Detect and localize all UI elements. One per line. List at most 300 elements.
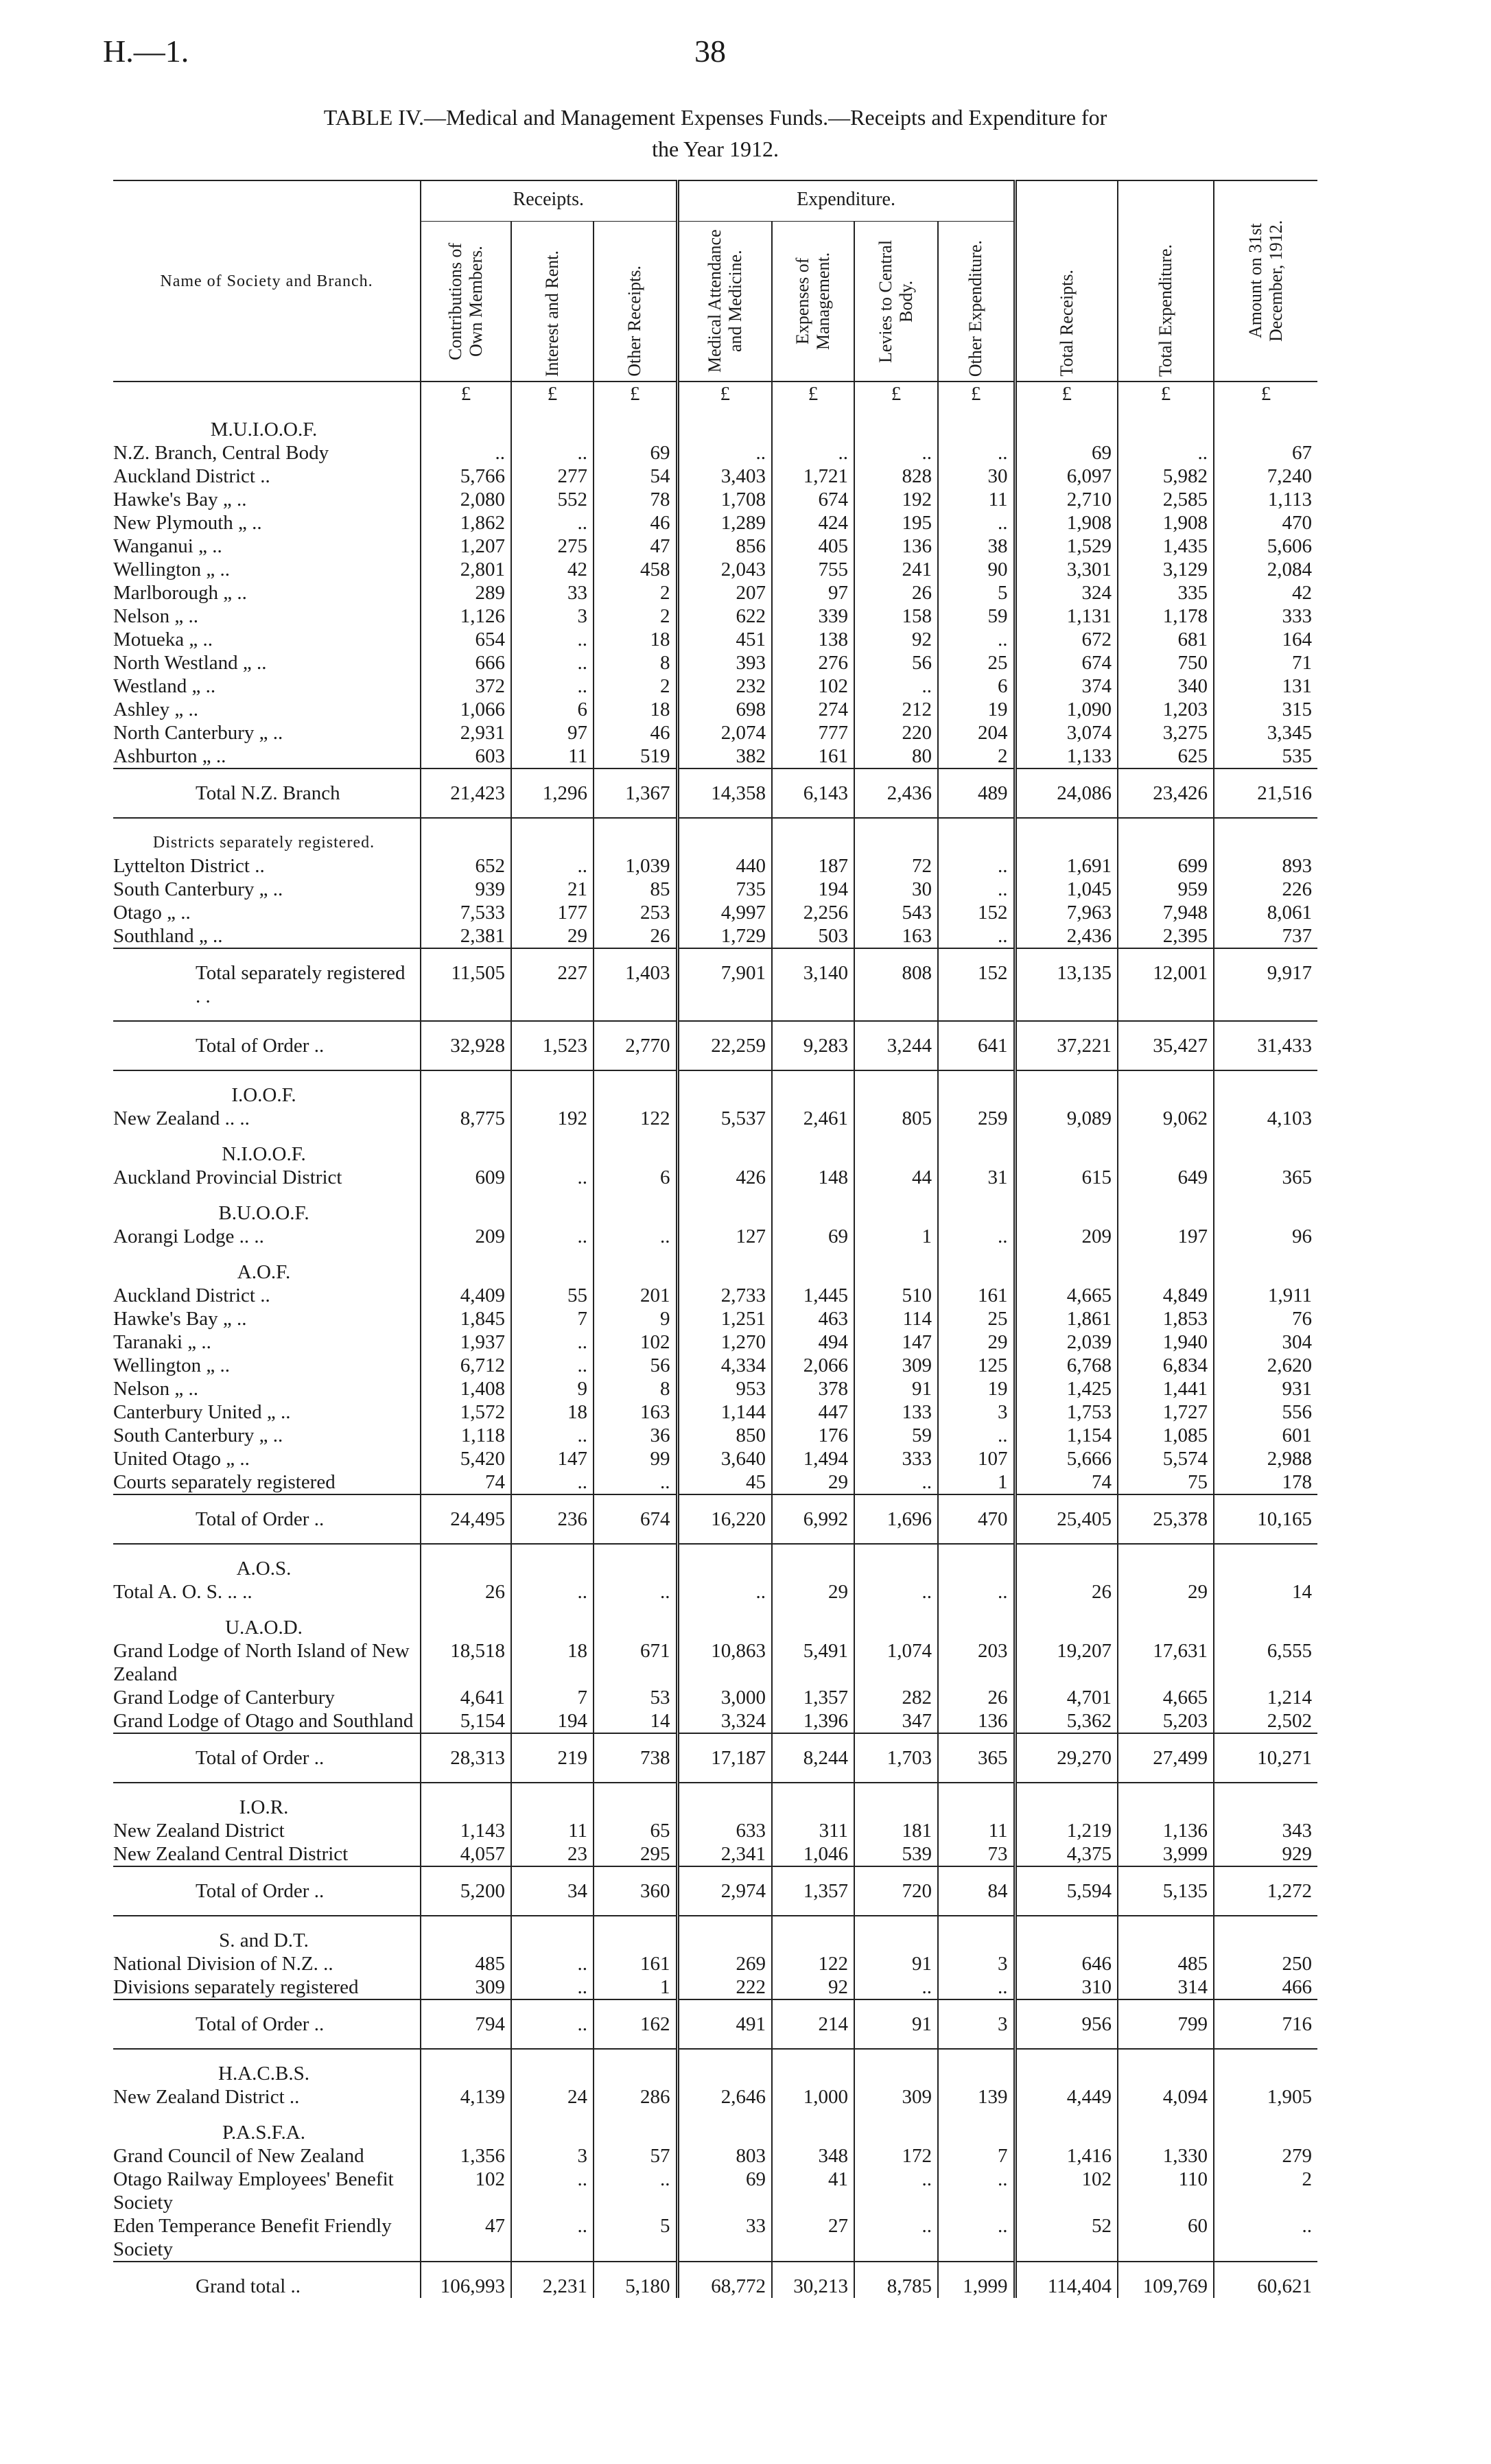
unit-cell: £ [594, 382, 677, 406]
table-body [113, 382, 1317, 2298]
value-cell: 1,289 [677, 511, 772, 535]
row-label: Ashley „ .. [113, 699, 199, 720]
value-cell: 1 [854, 1225, 938, 1248]
value-cell: 1,523 [511, 1021, 594, 1070]
value-cell: .. [1118, 441, 1214, 465]
value-cell: 110 [1118, 2168, 1214, 2214]
value-cell: .. [854, 1975, 938, 1999]
unit-cell: £ [1015, 382, 1118, 406]
value-cell: 7,963 [1015, 901, 1118, 924]
unit-cell: £ [938, 382, 1015, 406]
value-cell: 163 [594, 1400, 677, 1424]
value-cell: 5,574 [1118, 1447, 1214, 1470]
value-cell: 127 [677, 1225, 772, 1248]
value-cell: 777 [772, 721, 854, 744]
value-cell: 5,537 [677, 1107, 772, 1130]
column-header-name: Name of Society and Branch. [113, 180, 421, 382]
value-cell: 187 [772, 854, 854, 878]
row-label: Eden Temperance Benefit Friendly Society [113, 2215, 392, 2260]
row-label: Marlborough „ .. [113, 582, 247, 604]
value-cell: 53 [594, 1686, 677, 1709]
value-cell: 279 [1214, 2144, 1317, 2168]
value-cell: 67 [1214, 441, 1317, 465]
section-heading: N.I.O.O.F. [222, 1143, 306, 1165]
value-cell: 14 [594, 1709, 677, 1733]
value-cell: 3 [511, 605, 594, 628]
value-cell: 6,143 [772, 768, 854, 818]
section-heading: U.A.O.D. [225, 1617, 303, 1639]
row-label: Westland „ .. [113, 675, 216, 697]
total-row [113, 1999, 1317, 2049]
value-cell: 295 [594, 1842, 677, 1866]
value-cell: 38 [938, 535, 1015, 558]
value-cell: 2,585 [1118, 488, 1214, 511]
value-cell: 641 [938, 1021, 1015, 1070]
row-label: New Zealand Central District [113, 1843, 349, 1865]
value-cell: 1,908 [1015, 511, 1118, 535]
value-cell: 42 [511, 558, 594, 581]
value-cell: 622 [677, 605, 772, 628]
value-cell: 1,727 [1118, 1400, 1214, 1424]
table-row [113, 441, 1317, 465]
value-cell: 2,502 [1214, 1709, 1317, 1733]
value-cell: .. [594, 2168, 677, 2214]
value-cell: 309 [854, 1354, 938, 1377]
value-cell: 76 [1214, 1307, 1317, 1330]
value-cell: 1,905 [1214, 2085, 1317, 2109]
value-cell: 6 [511, 698, 594, 721]
value-cell: 91 [854, 1377, 938, 1400]
value-cell: .. [421, 441, 511, 465]
value-cell: 30 [938, 465, 1015, 488]
value-cell: 1,940 [1118, 1330, 1214, 1354]
value-cell: 1,144 [677, 1400, 772, 1424]
value-cell: 625 [1118, 744, 1214, 768]
value-cell: 1,408 [421, 1377, 511, 1400]
row-label: Wellington „ .. [113, 1354, 231, 1376]
value-cell: 1,529 [1015, 535, 1118, 558]
value-cell: 1,251 [677, 1307, 772, 1330]
value-cell: .. [938, 854, 1015, 878]
table-row [113, 1307, 1317, 1330]
value-cell: 161 [594, 1952, 677, 1975]
value-cell: 7,533 [421, 901, 511, 924]
grand-total-row [113, 2262, 1317, 2298]
value-cell: 304 [1214, 1330, 1317, 1354]
value-cell: 220 [854, 721, 938, 744]
value-cell: .. [511, 2168, 594, 2214]
value-cell: 59 [854, 1424, 938, 1447]
value-cell: 16,220 [677, 1494, 772, 1544]
report-code: H.—1. [103, 34, 189, 69]
value-cell: 343 [1214, 1819, 1317, 1842]
value-cell: 27,499 [1118, 1733, 1214, 1783]
value-cell: 1,296 [511, 768, 594, 818]
value-cell: 114,404 [1015, 2262, 1118, 2298]
table-row [113, 1639, 1317, 1686]
value-cell: 2,231 [511, 2262, 594, 2298]
value-cell: .. [511, 1330, 594, 1354]
value-cell: 102 [594, 1330, 677, 1354]
value-cell: 1,696 [854, 1494, 938, 1544]
column-header-interest-rent: Interest and Rent. [511, 222, 594, 382]
value-cell: 7,948 [1118, 901, 1214, 924]
table-row [113, 605, 1317, 628]
value-cell: 931 [1214, 1377, 1317, 1400]
value-cell: 56 [594, 1354, 677, 1377]
value-cell: 535 [1214, 744, 1317, 768]
value-cell: 552 [511, 488, 594, 511]
value-cell: 615 [1015, 1166, 1118, 1189]
row-label: National Division of N.Z. .. [113, 1953, 333, 1975]
value-cell: 201 [594, 1284, 677, 1307]
value-cell: 195 [854, 511, 938, 535]
value-cell: 8 [594, 1377, 677, 1400]
value-cell: 2,974 [677, 1866, 772, 1916]
value-cell: 750 [1118, 651, 1214, 674]
column-header-other-receipts: Other Receipts. [594, 222, 677, 382]
value-cell: 440 [677, 854, 772, 878]
value-cell: 4,701 [1015, 1686, 1118, 1709]
value-cell: 23 [511, 1842, 594, 1866]
receipts-group-header: Receipts. [421, 180, 677, 222]
value-cell: 382 [677, 744, 772, 768]
row-label: Total of Order .. [113, 1021, 421, 1070]
value-cell: 212 [854, 698, 938, 721]
row-label: Total of Order .. [113, 1999, 421, 2049]
value-cell: 5,180 [594, 2262, 677, 2298]
table-row [113, 2144, 1317, 2168]
value-cell: 365 [938, 1733, 1015, 1783]
value-cell: 1 [938, 1470, 1015, 1494]
row-label: Divisions separately registered [113, 1976, 359, 1998]
value-cell: 24 [511, 2085, 594, 2109]
value-cell: 543 [854, 901, 938, 924]
value-cell: 1,937 [421, 1330, 511, 1354]
value-cell: 9 [511, 1377, 594, 1400]
value-cell: .. [938, 2168, 1015, 2214]
value-cell: 236 [511, 1494, 594, 1544]
value-cell: 4,449 [1015, 2085, 1118, 2109]
value-cell: 340 [1118, 674, 1214, 698]
value-cell: 4,057 [421, 1842, 511, 1866]
value-cell: 232 [677, 674, 772, 698]
table-row [113, 2168, 1317, 2214]
value-cell: 97 [511, 721, 594, 744]
value-cell: 3,074 [1015, 721, 1118, 744]
value-cell: 458 [594, 558, 677, 581]
value-cell: 2,770 [594, 1021, 677, 1070]
value-cell: 3,129 [1118, 558, 1214, 581]
value-cell: 33 [511, 581, 594, 605]
row-label: Southland „ .. [113, 925, 223, 947]
value-cell: .. [511, 1470, 594, 1494]
value-cell: 32,928 [421, 1021, 511, 1070]
row-label: South Canterbury „ .. [113, 1424, 283, 1446]
value-cell: 1,435 [1118, 535, 1214, 558]
row-label: Nelson „ .. [113, 605, 199, 627]
value-cell: 2,381 [421, 924, 511, 948]
value-cell: 9,917 [1214, 948, 1317, 1021]
total-row [113, 948, 1317, 1021]
row-label: North Westland „ .. [113, 652, 267, 674]
table-row [113, 1975, 1317, 1999]
value-cell: 1,203 [1118, 698, 1214, 721]
value-cell: .. [938, 628, 1015, 651]
value-cell: .. [511, 674, 594, 698]
value-cell: 393 [677, 651, 772, 674]
table-row [113, 488, 1317, 511]
value-cell: .. [511, 1225, 594, 1248]
value-cell: 1,066 [421, 698, 511, 721]
value-cell: 139 [938, 2085, 1015, 2109]
table-row [113, 1107, 1317, 1130]
value-cell: 138 [772, 628, 854, 651]
value-cell: .. [511, 854, 594, 878]
section-heading-row [113, 2049, 1317, 2085]
value-cell: 2,988 [1214, 1447, 1317, 1470]
table-row [113, 1284, 1317, 1307]
value-cell: 259 [938, 1107, 1015, 1130]
value-cell: 324 [1015, 581, 1118, 605]
value-cell: 152 [938, 948, 1015, 1021]
value-cell: 177 [511, 901, 594, 924]
subsection-heading-row [113, 818, 1317, 854]
value-cell: 1,494 [772, 1447, 854, 1470]
value-cell: 7 [938, 2144, 1015, 2168]
value-cell: 8,244 [772, 1733, 854, 1783]
value-cell: 652 [421, 854, 511, 878]
value-cell: 47 [421, 2214, 511, 2262]
row-label: New Zealand .. .. [113, 1107, 250, 1129]
value-cell: 75 [1118, 1470, 1214, 1494]
total-row [113, 1866, 1317, 1916]
row-label: Courts separately registered [113, 1471, 336, 1493]
value-cell: 1,133 [1015, 744, 1118, 768]
value-cell: 674 [1015, 651, 1118, 674]
page-number: 38 [694, 34, 726, 69]
value-cell: 3,275 [1118, 721, 1214, 744]
row-label: Total of Order .. [113, 1494, 421, 1544]
value-cell: 716 [1214, 1999, 1317, 2049]
table-row [113, 1424, 1317, 1447]
value-cell: 276 [772, 651, 854, 674]
value-cell: 609 [421, 1166, 511, 1189]
value-cell: 3,244 [854, 1021, 938, 1070]
row-label: Total separately registered . . [113, 948, 421, 1021]
value-cell: 71 [1214, 651, 1317, 674]
value-cell: 2,436 [1015, 924, 1118, 948]
value-cell: 1 [594, 1975, 677, 1999]
value-cell: 333 [854, 1447, 938, 1470]
value-cell: 2,043 [677, 558, 772, 581]
value-cell: 30 [854, 878, 938, 901]
table-row [113, 1952, 1317, 1975]
value-cell: 5,606 [1214, 535, 1317, 558]
value-cell: 148 [772, 1166, 854, 1189]
section-heading: I.O.R. [239, 1796, 289, 1818]
value-cell: 176 [772, 1424, 854, 1447]
value-cell: .. [938, 1580, 1015, 1604]
value-cell: 192 [511, 1107, 594, 1130]
value-cell: 6 [938, 674, 1015, 698]
value-cell: 6,712 [421, 1354, 511, 1377]
value-cell: 11 [938, 488, 1015, 511]
value-cell: .. [854, 2214, 938, 2262]
table-row [113, 1330, 1317, 1354]
section-heading: S. and D.T. [219, 1929, 309, 1951]
value-cell: 1,074 [854, 1639, 938, 1686]
value-cell: 1,330 [1118, 2144, 1214, 2168]
value-cell: 91 [854, 1999, 938, 2049]
row-label: New Zealand District .. [113, 2086, 300, 2108]
value-cell: 12,001 [1118, 948, 1214, 1021]
value-cell: 42 [1214, 581, 1317, 605]
value-cell: 3,640 [677, 1447, 772, 1470]
value-cell: 57 [594, 2144, 677, 2168]
value-cell: 1,853 [1118, 1307, 1214, 1330]
value-cell: 1,862 [421, 511, 511, 535]
value-cell: 6 [594, 1166, 677, 1189]
expenses-table [113, 180, 1317, 2298]
value-cell: 466 [1214, 1975, 1317, 1999]
value-cell: 2,341 [677, 1842, 772, 1866]
section-heading-row [113, 406, 1317, 441]
value-cell: 2,461 [772, 1107, 854, 1130]
unit-row [113, 382, 1317, 406]
value-cell: 5,154 [421, 1709, 511, 1733]
value-cell: 9,283 [772, 1021, 854, 1070]
value-cell: 4,375 [1015, 1842, 1118, 1866]
value-cell: 74 [421, 1470, 511, 1494]
value-cell: 4,849 [1118, 1284, 1214, 1307]
value-cell: .. [511, 1424, 594, 1447]
value-cell: 226 [1214, 878, 1317, 901]
value-cell: 5,982 [1118, 465, 1214, 488]
value-cell: .. [938, 924, 1015, 948]
value-cell: 204 [938, 721, 1015, 744]
row-label: Nelson „ .. [113, 1378, 199, 1400]
value-cell: 253 [594, 901, 677, 924]
value-cell: 1,357 [772, 1866, 854, 1916]
value-cell: 1,861 [1015, 1307, 1118, 1330]
value-cell: 9 [594, 1307, 677, 1330]
value-cell: 80 [854, 744, 938, 768]
value-cell: 699 [1118, 854, 1214, 878]
value-cell: 378 [772, 1377, 854, 1400]
value-cell: 314 [1118, 1975, 1214, 1999]
value-cell: 24,086 [1015, 768, 1118, 818]
value-cell: 309 [421, 1975, 511, 1999]
value-cell: .. [511, 441, 594, 465]
value-cell: 1,219 [1015, 1819, 1118, 1842]
row-label: Grand Lodge of North Island of New Zealand [113, 1640, 410, 1685]
table-row [113, 2214, 1317, 2262]
value-cell: 90 [938, 558, 1015, 581]
value-cell: 1,178 [1118, 605, 1214, 628]
value-cell: 956 [1015, 1999, 1118, 2049]
value-cell: 1,908 [1118, 511, 1214, 535]
value-cell: 953 [677, 1377, 772, 1400]
section-heading: I.O.O.F. [231, 1084, 296, 1106]
value-cell: 755 [772, 558, 854, 581]
value-cell: 2,256 [772, 901, 854, 924]
value-cell: 209 [421, 1225, 511, 1248]
value-cell: 803 [677, 2144, 772, 2168]
value-cell: .. [1214, 2214, 1317, 2262]
value-cell: 1,136 [1118, 1819, 1214, 1842]
value-cell: 4,139 [421, 2085, 511, 2109]
value-cell: 654 [421, 628, 511, 651]
section-heading: A.O.S. [236, 1558, 292, 1580]
value-cell: 277 [511, 465, 594, 488]
value-cell: 69 [1015, 441, 1118, 465]
value-cell: 8,775 [421, 1107, 511, 1130]
value-cell: 10,165 [1214, 1494, 1317, 1544]
value-cell: 1,090 [1015, 698, 1118, 721]
value-cell: 26 [1015, 1580, 1118, 1604]
row-label: Auckland District .. [113, 1284, 270, 1306]
value-cell: 33 [677, 2214, 772, 2262]
value-cell: 250 [1214, 1952, 1317, 1975]
value-cell: 3,140 [772, 948, 854, 1021]
value-cell: 735 [677, 878, 772, 901]
value-cell: 828 [854, 465, 938, 488]
row-label: Total of Order .. [113, 1866, 421, 1916]
row-label: Total A. O. S. .. .. [113, 1581, 253, 1603]
value-cell: 45 [677, 1470, 772, 1494]
value-cell: 2,931 [421, 721, 511, 744]
value-cell: 92 [772, 1975, 854, 1999]
value-cell: 1,721 [772, 465, 854, 488]
value-cell: 96 [1214, 1225, 1317, 1248]
value-cell: 35,427 [1118, 1021, 1214, 1070]
value-cell: 5,420 [421, 1447, 511, 1470]
value-cell: 102 [772, 674, 854, 698]
value-cell: 73 [938, 1842, 1015, 1866]
column-header-contributions: Contributions of Own Members. [421, 222, 511, 382]
total-row [113, 1733, 1317, 1783]
value-cell: 17,187 [677, 1733, 772, 1783]
value-cell: 18,518 [421, 1639, 511, 1686]
value-cell: 4,665 [1015, 1284, 1118, 1307]
value-cell: 5 [938, 581, 1015, 605]
column-header-levies: Levies to Central Body. [854, 222, 938, 382]
value-cell: 315 [1214, 698, 1317, 721]
row-label: New Zealand District [113, 1820, 285, 1842]
value-cell: 72 [854, 854, 938, 878]
value-cell: 311 [772, 1819, 854, 1842]
value-cell: .. [594, 1225, 677, 1248]
value-cell: 59 [938, 605, 1015, 628]
value-cell: 102 [421, 2168, 511, 2214]
value-cell: 2,801 [421, 558, 511, 581]
value-cell: 4,103 [1214, 1107, 1317, 1130]
value-cell: 799 [1118, 1999, 1214, 2049]
value-cell: 21 [511, 878, 594, 901]
value-cell: 1,272 [1214, 1866, 1317, 1916]
table-row [113, 1842, 1317, 1866]
table-row [113, 558, 1317, 581]
row-label: Lyttelton District .. [113, 855, 265, 877]
value-cell: 289 [421, 581, 511, 605]
value-cell: .. [511, 1166, 594, 1189]
table-row [113, 1709, 1317, 1733]
value-cell: 97 [772, 581, 854, 605]
value-cell: 2 [594, 674, 677, 698]
value-cell: 2,074 [677, 721, 772, 744]
value-cell: 333 [1214, 605, 1317, 628]
